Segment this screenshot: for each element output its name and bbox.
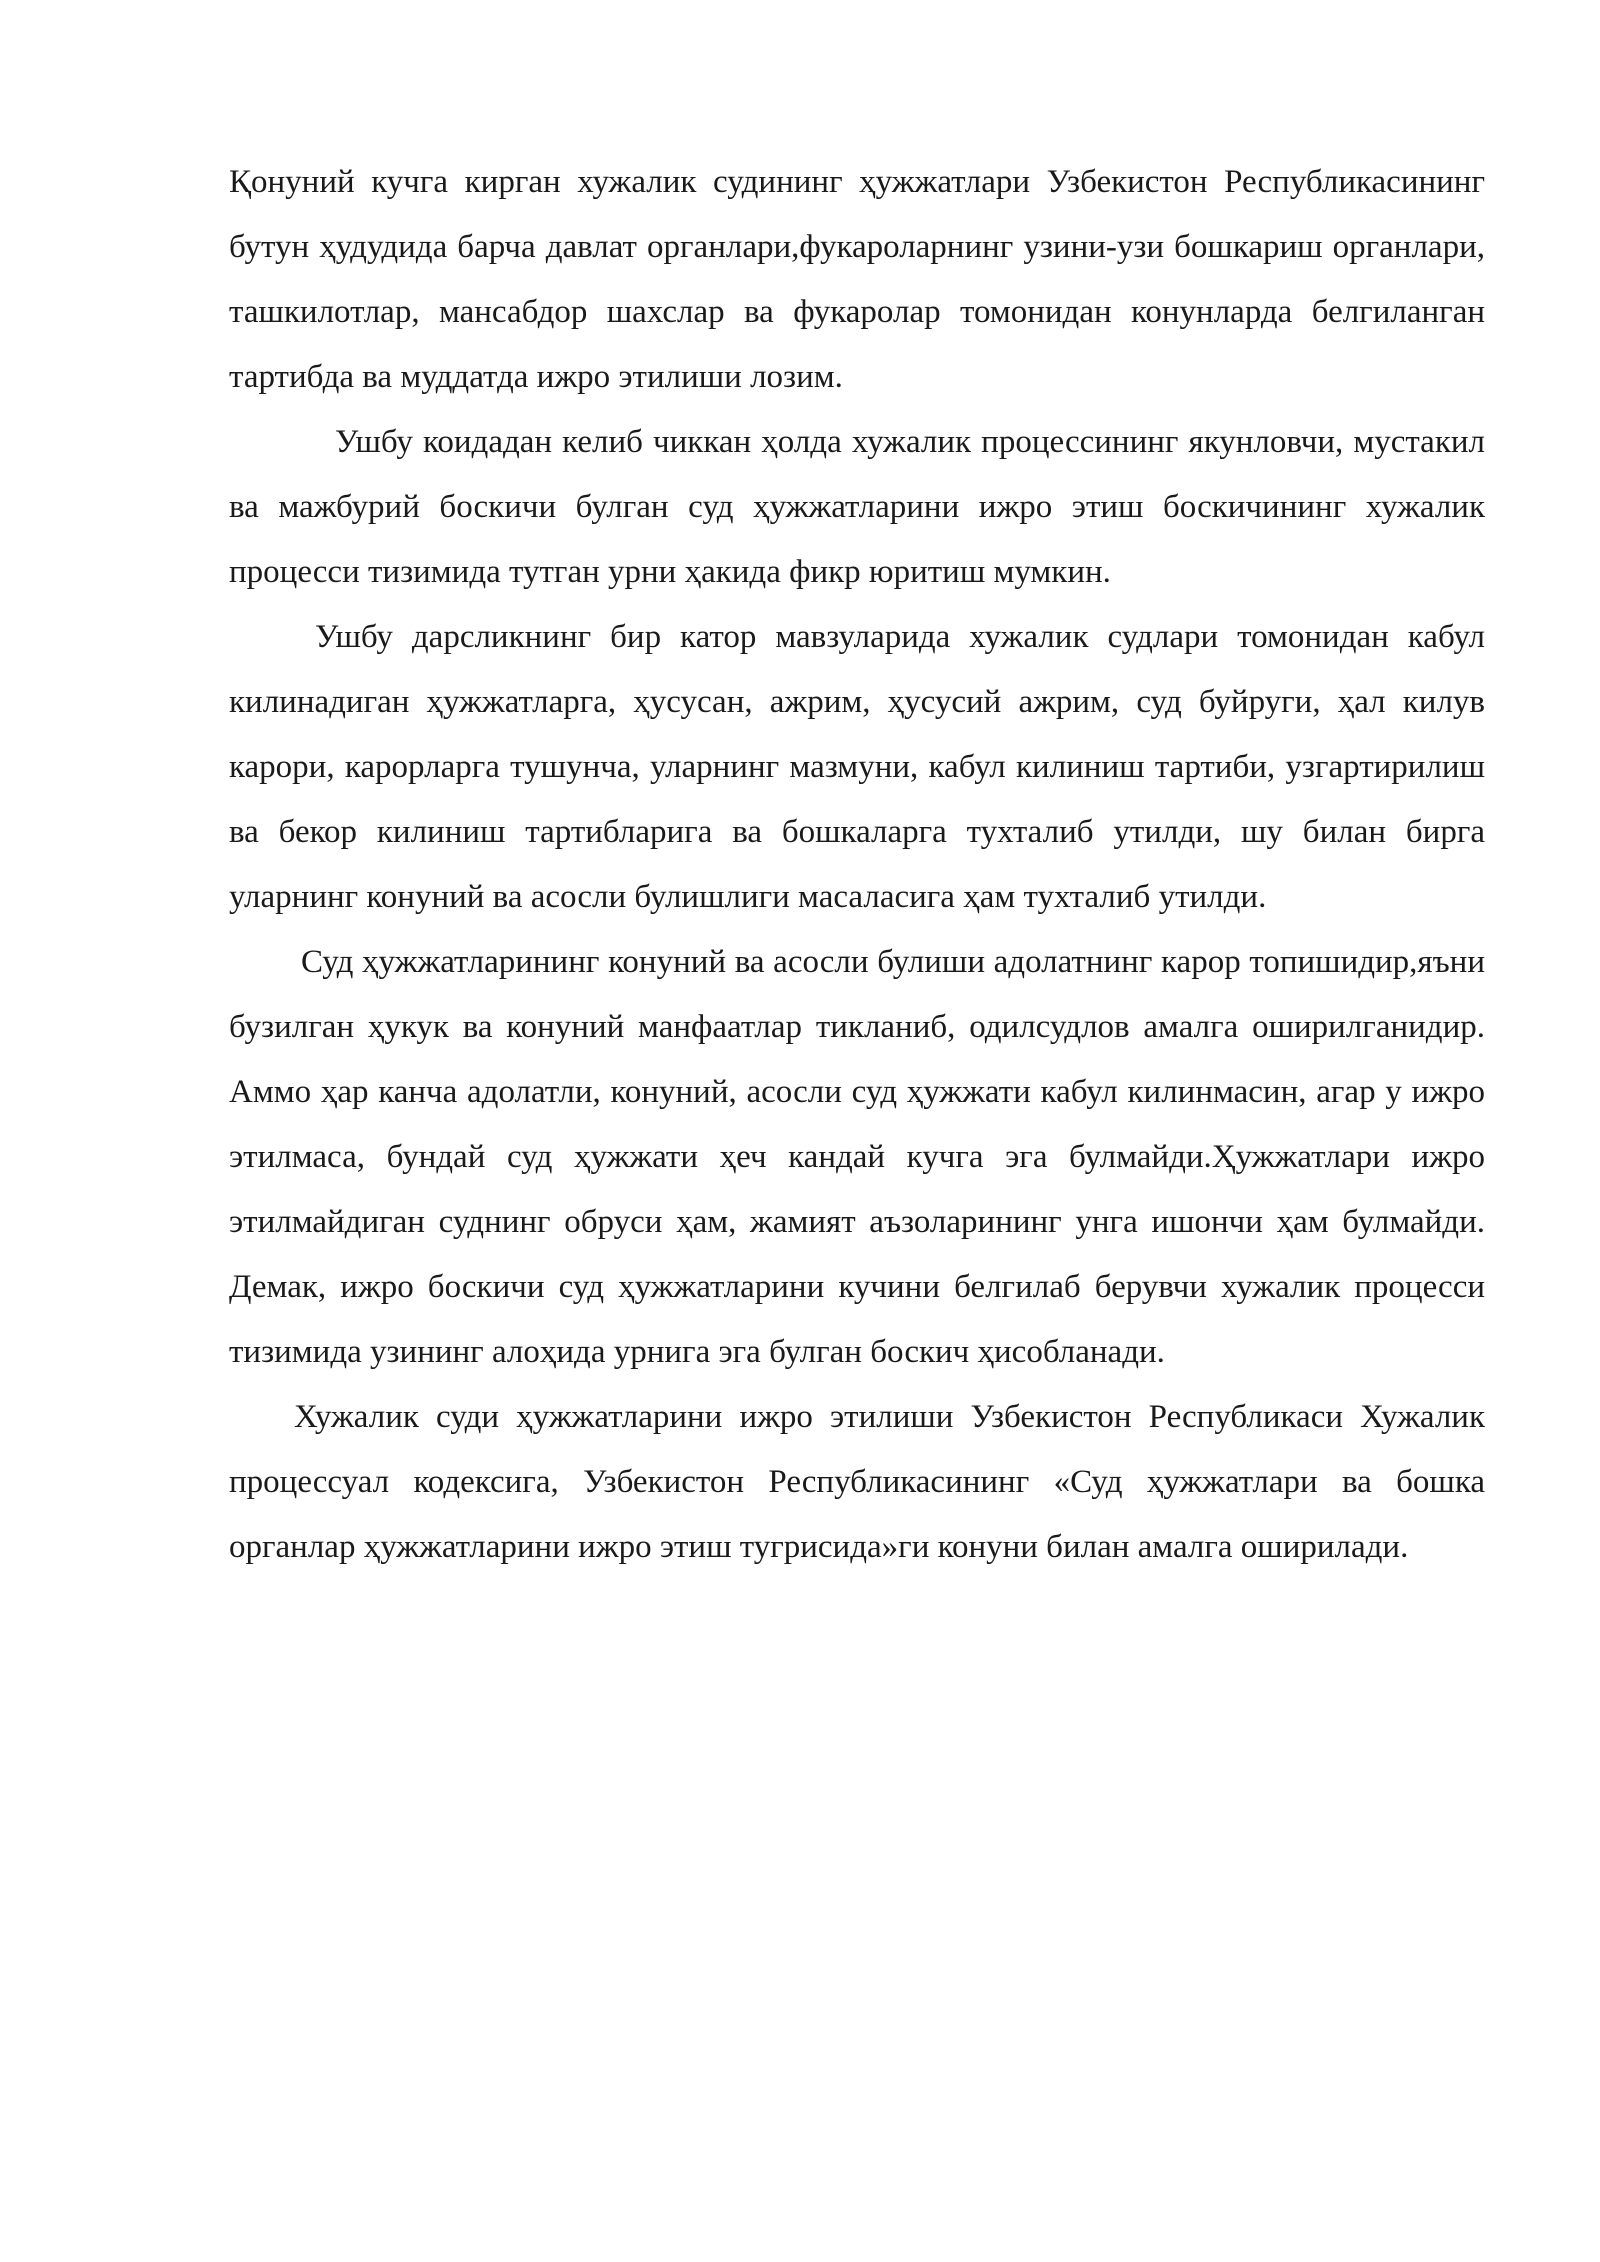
- paragraph-3: Ушбу дарсликнинг бир катор мавзуларида хужалик судлари томонидан кабул килинадиган ҳужжатларга, ҳусусан, ажрим, ҳусусий ажрим, суд буйруги, ҳал килув карори, карорларга тушунча, уларнинг мазмуни, кабул килиниш тартиби, узгартирилиш ва бекор килиниш тартибларига ва бошкаларга тухталиб утилди, шу билан бирга уларнинг конуний ва асосли булишлиги масаласига ҳам тухталиб утилди.: [229, 619, 1485, 915]
- paragraph-2: Ушбу коидадан келиб чиккан ҳолда хужалик процессининг якунловчи, мустакил ва мажбурий боскичи булган суд ҳужжатларини ижро этиш боскичининг хужалик процесси тизимида тутган урни ҳакида фикр юритиш мумкин.: [229, 424, 1485, 590]
- paragraph-5: Хужалик суди ҳужжатларини ижро этилиши Узбекистон Республикаси Хужалик процессуал кодексига, Узбекистон Республикасининг «Суд ҳужжатлари ва бошка органлар ҳужжатларини ижро этиш тугрисида»ги конуни билан амалга оширилади.: [229, 1399, 1485, 1565]
- paragraph-4: Суд ҳужжатларининг конуний ва асосли булиши адолатнинг карор топишидир,яъни бузилган ҳукук ва конуний манфаатлар тикланиб, одилсудлов амалга оширилганидир. Аммо ҳар канча адолатли, конуний, асосли суд ҳужжати кабул килинмасин, агар у ижро этилмаса, бундай суд ҳужжати ҳеч кандай кучга эга булмайди.Ҳужжатлари ижро этилмайдиган суднинг обруси ҳам, жамият аъзоларининг унга ишончи ҳам булмайди. Демак, ижро боскичи суд ҳужжатларини кучини белгилаб берувчи хужалик процесси тизимида узининг алоҳида урнига эга булган боскич ҳисобланади.: [229, 944, 1485, 1370]
- document-body: [229, 150, 1485, 1580]
- paragraph-1: Қонуний кучга кирган хужалик судининг ҳужжатлари Узбекистон Республикасининг бутун ҳудудида барча давлат органлари,фукароларнинг узини-узи бошкариш органлари, ташкилотлар, мансабдор шахслар ва фукаролар томонидан конунларда белгиланган тартибда ва муддатда ижро этилиши лозим.: [229, 164, 1485, 395]
